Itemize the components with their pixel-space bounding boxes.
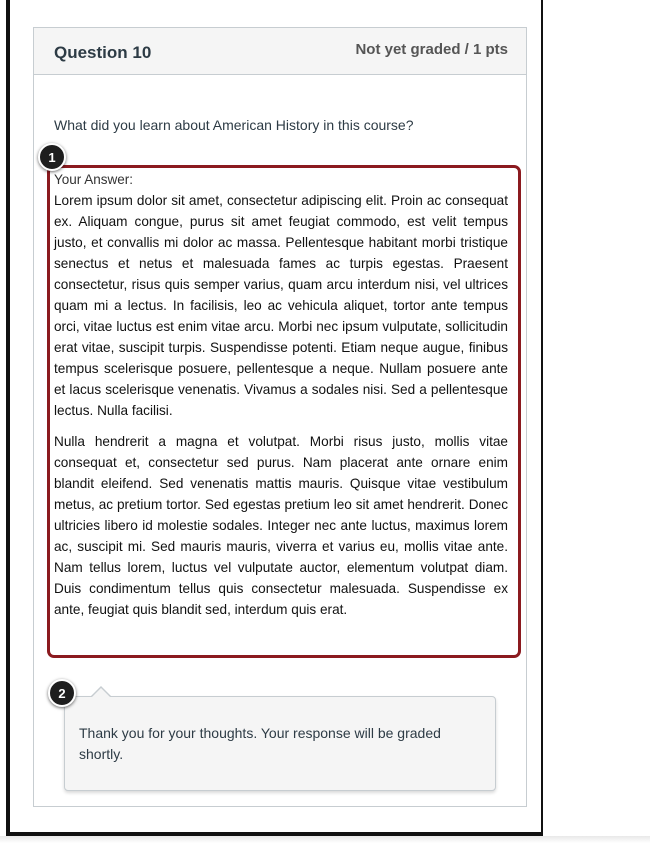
feedback-comment-text: Thank you for your thoughts. Your response will be graded shortly. — [79, 725, 441, 762]
answer-text — [54, 190, 508, 630]
frame-shadow-bottom — [0, 836, 650, 843]
question-title: Question 10 — [54, 43, 152, 62]
callout-badge-1: 1 — [38, 143, 66, 171]
callout-badge-2: 2 — [48, 679, 76, 707]
question-header — [34, 28, 526, 75]
question-prompt: What did you learn about American History in this course? — [54, 117, 414, 133]
question-points: Not yet graded / 1 pts — [355, 41, 508, 58]
comment-arrow — [91, 688, 111, 698]
frame-margin-right — [543, 0, 650, 843]
answer-label: Your Answer: — [54, 172, 134, 187]
answer-paragraph: Lorem ipsum dolor sit amet, consectetur adipiscing elit. Proin ac consequat ex. Aliquam congue, purus sit amet feugiat commodo, est velit tempus justo, et convallis mi dolor ac massa. Pellentesque habitant morbi tristique senectus et netus et malesuada fames ac turpis egestas. Praesent consectetur, risus quis semper varius, quam arcu interdum nisi, vel ultrices quam mi a lectus. In facilisis, leo ac vehicula aliquet, tortor ante tempus orci, vitae luctus est enim vitae arcu. Morbi nec ipsum vulputate, sollicitudin erat vitae, suscipit turpis. Suspendisse potenti. Etiam neque augue, finibus tempus scelerisque posuere, pellentesque a neque. Nullam posuere ante et lacus scelerisque venenatis. Vivamus a sodales nisi. Sed a pellentesque lectus. Nulla facilisi. — [54, 193, 508, 418]
answer-paragraph: Nulla hendrerit a magna et volutpat. Morbi risus justo, mollis vitae consequat et, consectetur sed purus. Nam placerat ante ornare enim blandit eleifend. Sed venenatis mattis mauris. Quisque vitae vestibulum metus, ac pretium tortor. Sed egestas pretium leo sit amet hendrerit. Donec ultricies libero id molestie sodales. Integer nec ante luctus, maximus lorem ac, suscipit mi. Sed mauris mauris, viverra et varius eu, mollis vitae ante. Nam tellus lorem, luctus vel vulputate auctor, elementum volutpat diam. Duis condimentum tellus quis consectetur malesuada. Suspendisse ex ante, feugiat quis blandit sed, interdum quis erat. — [54, 434, 508, 617]
frame-left-border — [6, 0, 10, 836]
